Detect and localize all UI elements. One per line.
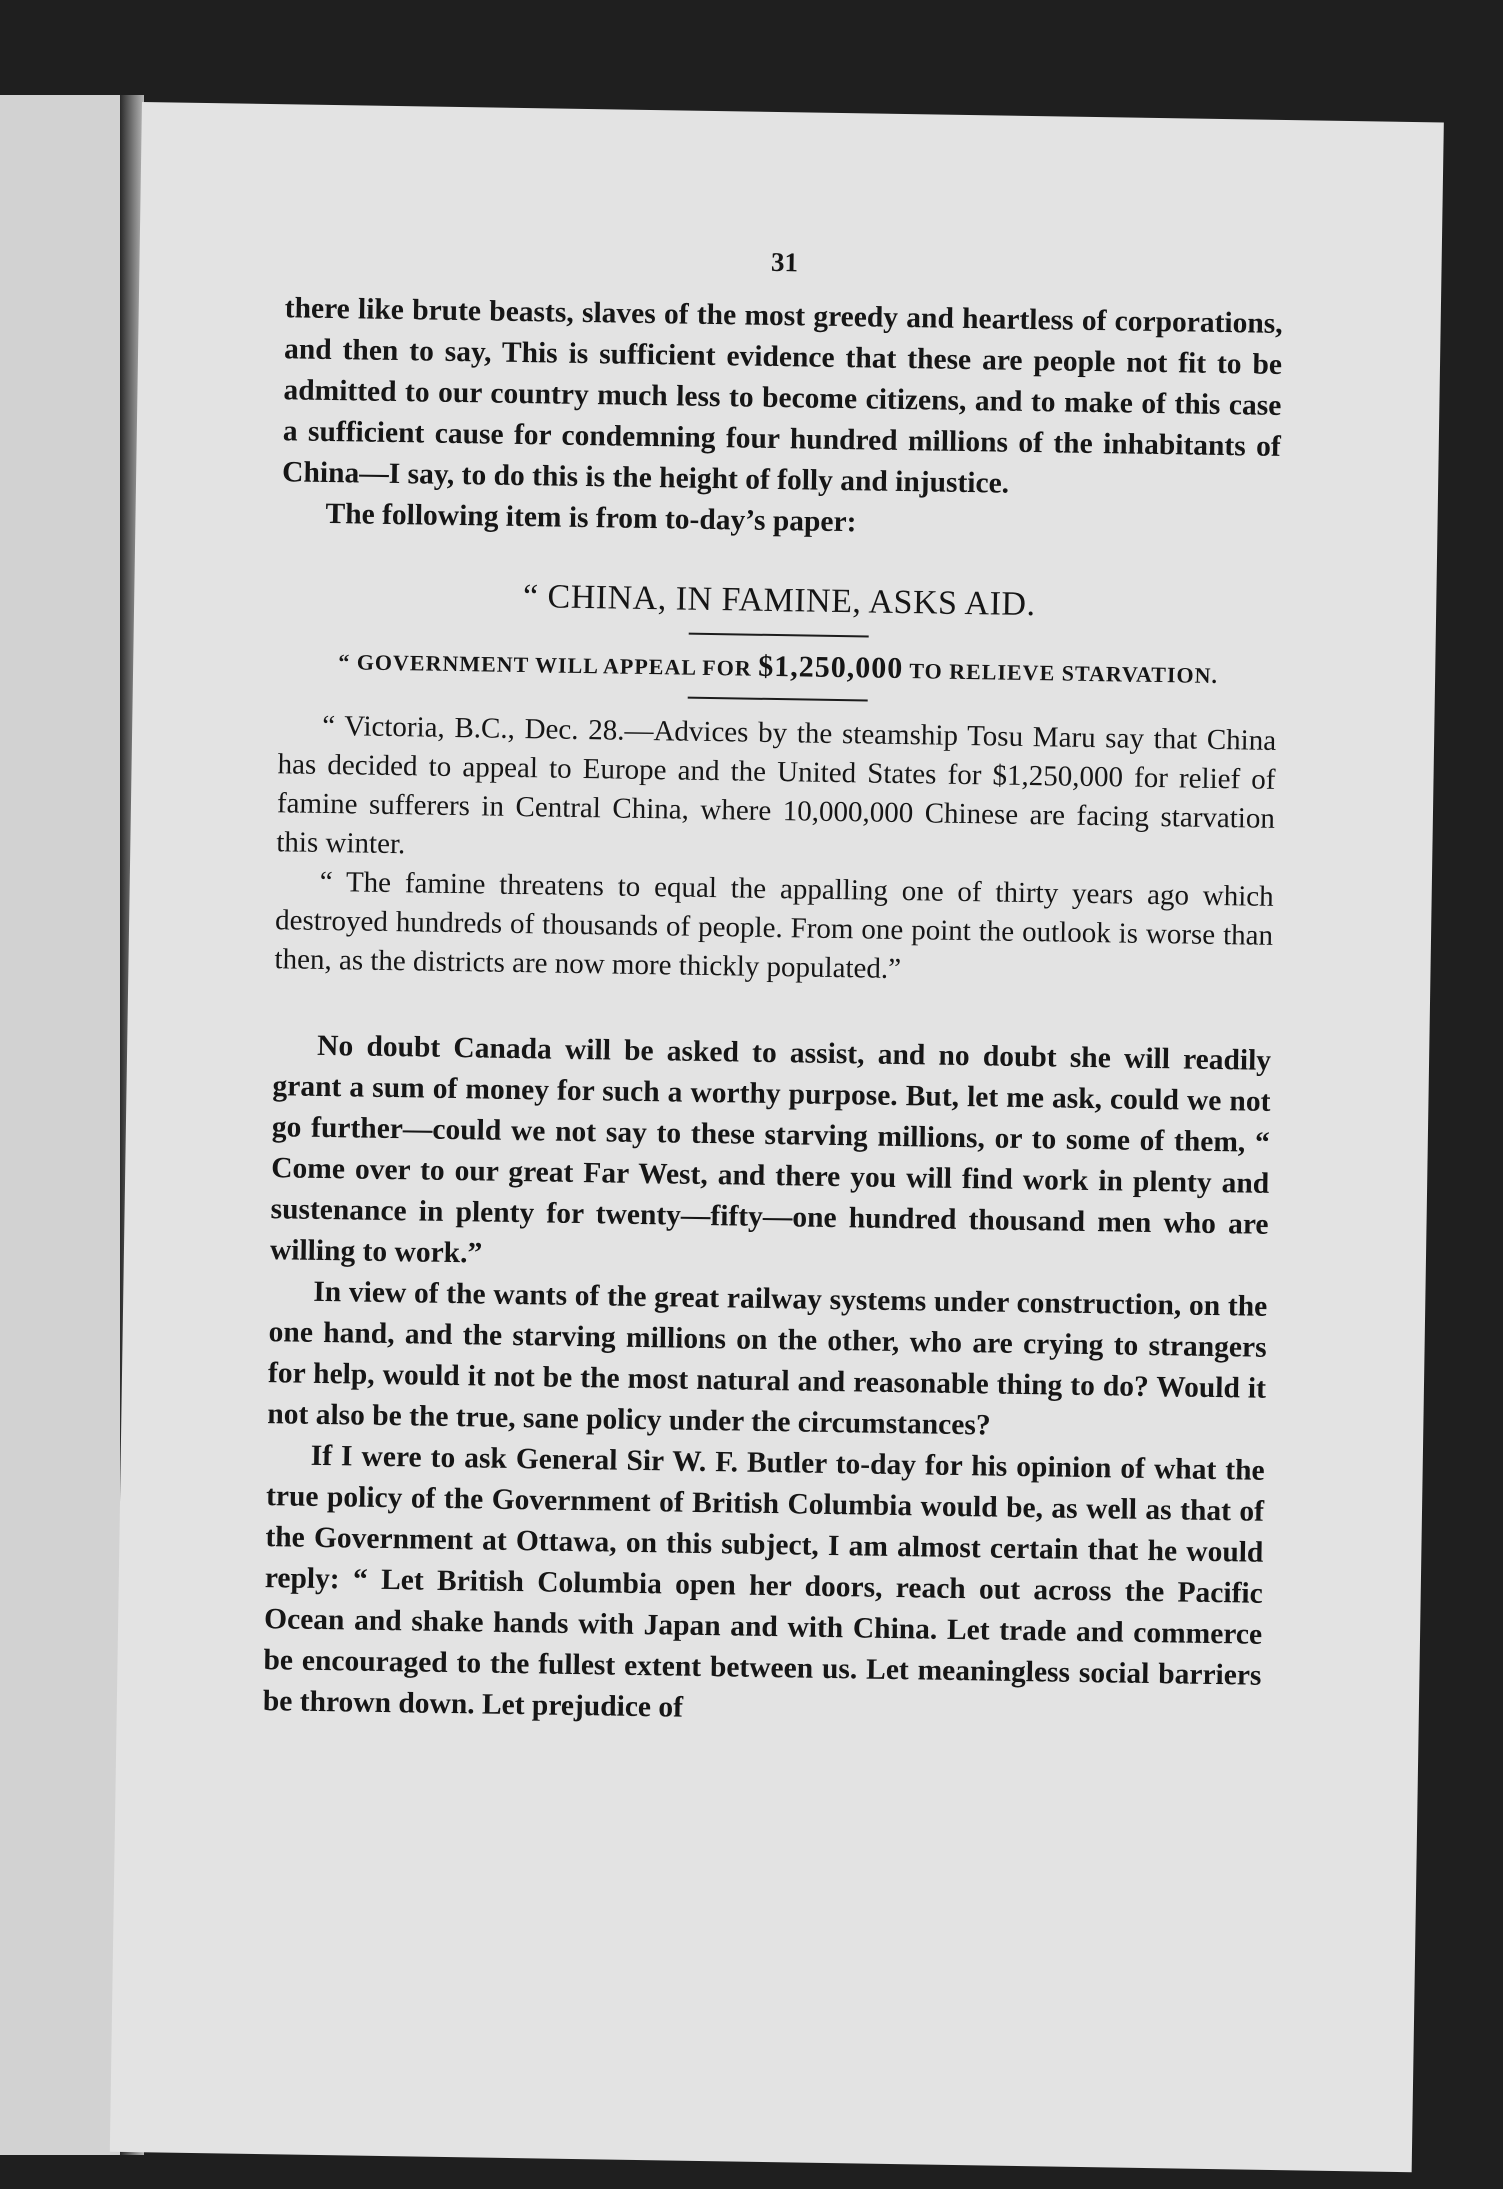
- subheadline-open-quote: “: [338, 649, 358, 675]
- newspaper-clipping: [274, 574, 1278, 995]
- article-headline: “ CHINA, IN FAMINE, ASKS AID.: [522, 578, 1036, 624]
- facing-page-edge: [0, 95, 122, 2155]
- closing-text: [263, 1025, 1272, 1738]
- article-paragraph: “ The famine threatens to equal the appalling one of thirty years ago which destroyed hundreds of thousands of people. From one point the outlook is worse than then, as the districts are now more thickly populated.”: [274, 865, 1274, 986]
- divider-rule: [689, 633, 869, 638]
- paragraph-butler: If I were to ask General Sir W. F. Butler to-day for his opinion of what the true policy of the Government of British Columbia would be, as well as that of the Government at Ottawa, on this subject, I am almost certain that he would reply: “ Let British Columbia open her doors, reach out across the Pacific Ocean and shake hands with Japan and with China. Let trade and commerce be encouraged to the fullest extent between us. Let meaningless social barriers be thrown down. Let prejudice of: [262, 1439, 1265, 1724]
- paragraph-opening: there like brute beasts, slaves of the most greedy and heartless of corporations, and then to say, This is sufficient evidence that these are people not fit to be admitted to our country much less to become citizens, and to make of this case a sufficient cause for condemning four hundred millions of the inhabitants of China—I say, to do this is the height of folly and injustice.: [281, 292, 1283, 500]
- paragraph-item-intro: The following item is from to-day’s paper:: [325, 497, 857, 539]
- article-body: [274, 706, 1276, 995]
- article-subheadline: [279, 642, 1277, 692]
- article-paragraph: “ Victoria, B.C., Dec. 28.—Advices by the steamship Tosu Maru say that China has decided to appeal to Europe and the United States for $1,250,000 for relief of famine sufferers in Central China, where 10,000,000 Chinese are facing starvation this winter.: [276, 709, 1277, 861]
- page-content: [263, 239, 1284, 1737]
- page-number: 31: [770, 246, 799, 278]
- subheadline-text-end: TO RELIEVE STARVATION.: [903, 658, 1219, 688]
- subheadline-text: GOVERNMENT WILL APPEAL FOR: [356, 649, 759, 681]
- paragraph-railway: In view of the wants of the great railway systems under construction, on the one hand, and the starving millions on the other, who are crying to strangers for help, would it not be the most natural and reasonable thing to do? Would it not also be the true, sane policy under the circumstances?: [267, 1275, 1268, 1442]
- subheadline-amount: $1,250,000: [758, 649, 904, 686]
- book-page: [110, 102, 1444, 2172]
- opening-text: [281, 288, 1283, 550]
- paragraph-canada: No doubt Canada will be asked to assist, and no doubt she will readily grant a sum of money for such a worthy purpose. But, let me ask, could we not go further—could we not say to these starving millions, or to some of them, “ Come over to our great Far West, and there you will find work in plenty and sustenance in plenty for twenty—fifty—one hundred thousand men who are willing to work.”: [269, 1029, 1272, 1270]
- divider-rule: [688, 697, 868, 702]
